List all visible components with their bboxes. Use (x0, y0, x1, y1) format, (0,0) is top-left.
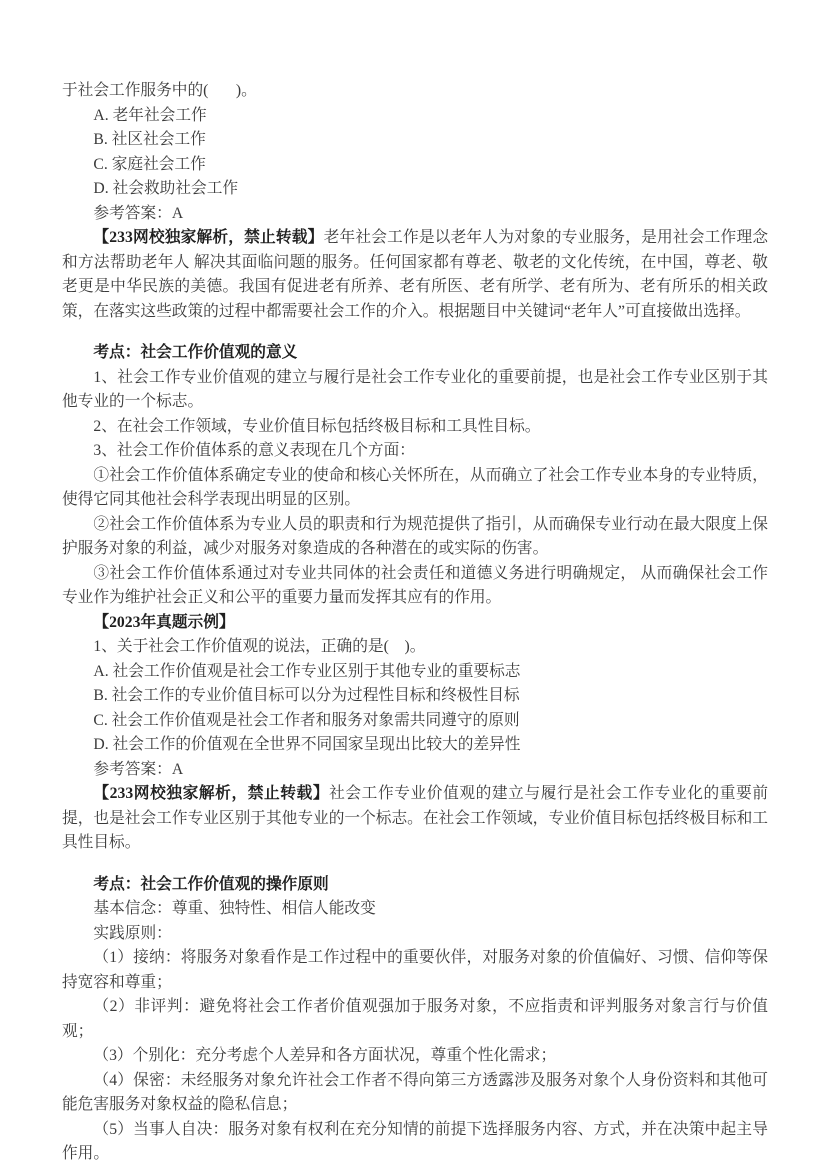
paragraph (62, 366, 768, 415)
paragraph (62, 128, 768, 153)
paragraph (62, 684, 768, 709)
paragraph-bold-lead: 【233网校独家解析，禁止转载】 (93, 785, 330, 802)
paragraph (62, 995, 768, 1044)
paragraph (62, 897, 768, 922)
paragraph-text: 社会工作专业价值观的建立与履行是社会工作专业化的重要前提，也是社会工作专业区别于其他专业的一个标志。在社会工作领域，专业价值目标包括终极目标和工具性目标。 (62, 785, 769, 851)
paragraph-text: （4）保密：未经服务对象允许社会工作者不得向第三方透露涉及服务对象个人身份资料和其他可能危害服务对象权益的隐私信息； (62, 1071, 768, 1113)
paragraph (62, 709, 768, 734)
paragraph-text: （2）非评判：避免将社会工作者价值观强加于服务对象，不应指责和评判服务对象言行与价值观； (62, 998, 768, 1040)
paragraph (62, 922, 768, 947)
paragraph-text: A. 老年社会工作 (93, 106, 207, 124)
paragraph-text: B. 社区社会工作 (93, 131, 206, 148)
paragraph-text: 3、社会工作价值体系的意义表现在几个方面： (93, 442, 415, 459)
paragraph (62, 415, 768, 440)
paragraph-text: （1）接纳：将服务对象看作是工作过程中的重要伙伴，对服务对象的价值偏好、习惯、信仰等保持宽容和尊重； (62, 949, 768, 991)
paragraph (62, 202, 768, 227)
paragraph-text: 考点：社会工作价值观的意义 (93, 344, 298, 361)
paragraph-text: （5）当事人自决：服务对象有权利在充分知情的前提下选择服务内容、方式，并在决策中起主导作用。 (62, 1120, 768, 1162)
paragraph-text: 考点：社会工作价值观的操作原则 (93, 875, 329, 893)
paragraph-text: ③社会工作价值体系通过对专业共同体的社会责任和道德义务进行明确规定， 从而确保社会工作专业作为维护社会正义和公平的重要力量而发挥其应有的作用。 (62, 564, 768, 606)
paragraph-bold-lead: 【233网校独家解析，禁止转载】 (93, 229, 324, 246)
paragraph (62, 1118, 768, 1167)
paragraph-text: 于社会工作服务中的( )。 (62, 82, 257, 99)
paragraph (62, 1069, 768, 1118)
paragraph (62, 226, 768, 324)
paragraph-text: A. 社会工作价值观是社会工作专业区别于其他专业的重要标志 (93, 662, 521, 680)
paragraph-text: ①社会工作价值体系确定专业的使命和核心关怀所在，从而确立了社会工作专业本身的专业特质，使得它同其他社会科学表现出明显的区别。 (62, 466, 768, 508)
paragraph-text: 参考答案：A (93, 760, 184, 778)
paragraph (62, 177, 768, 202)
paragraph (62, 79, 768, 104)
paragraph (62, 104, 768, 129)
paragraph (62, 946, 768, 995)
paragraph (62, 562, 768, 611)
paragraph (62, 464, 768, 513)
paragraph-text: D. 社会工作的价值观在全世界不同国家呈现出比较大的差异性 (93, 736, 521, 753)
paragraph (62, 513, 768, 562)
paragraph-text: 参考答案：A (93, 204, 184, 222)
paragraph (62, 611, 768, 636)
paragraph (62, 660, 768, 685)
paragraph (62, 153, 768, 178)
paragraph-text: 1、社会工作专业价值观的建立与履行是社会工作专业化的重要前提，也是社会工作专业区别于其他专业的一个标志。 (62, 368, 768, 410)
paragraph-text: D. 社会救助社会工作 (93, 180, 239, 197)
document-content (62, 79, 768, 1167)
paragraph-text: B. 社会工作的专业价值目标可以分为过程性目标和终极性目标 (93, 687, 520, 704)
paragraph-text: 【2023年真题示例】 (93, 613, 235, 631)
paragraph-text: 2、在社会工作领域，专业价值目标包括终极目标和工具性目标。 (93, 417, 541, 435)
paragraph-text: C. 社会工作价值观是社会工作者和服务对象需共同遵守的原则 (93, 711, 520, 729)
paragraph-text: ②社会工作价值体系为专业人员的职责和行为规范提供了指引，从而确保专业行动在最大限度上保护服务对象的利益，减少对服务对象造成的各种潜在的或实际的伤害。 (62, 515, 768, 557)
paragraph (62, 782, 768, 856)
section-heading (62, 873, 768, 898)
paragraph (62, 1044, 768, 1069)
paragraph-text: 1、关于社会工作价值观的说法，正确的是( )。 (93, 638, 426, 655)
paragraph-text: 实践原则： (93, 924, 172, 942)
paragraph-text: 老年社会工作是以老年人为对象的专业服务，是用社会工作理念和方法帮助老年人 解决其面临问题的服务。任何国家都有尊老、敬老的文化传统，在中国，尊老、敬老更是中华民族的美德。我国有促进老有所养、老有所医、老有所学、老有所为、老有所乐的相关政策，在落实这些政策的过程中都需要社会工作的介入。根据题目中关键词“老年人”可直接做出选择。 (62, 229, 769, 320)
paragraph (62, 733, 768, 758)
paragraph-text: （3）个别化：充分考虑个人差异和各方面状况，尊重个性化需求； (93, 1047, 557, 1064)
paragraph (62, 439, 768, 464)
paragraph-text: C. 家庭社会工作 (93, 155, 206, 173)
paragraph-text: 基本信念：尊重、独特性、相信人能改变 (93, 900, 376, 917)
section-heading (62, 341, 768, 366)
paragraph (62, 635, 768, 660)
paragraph (62, 758, 768, 783)
